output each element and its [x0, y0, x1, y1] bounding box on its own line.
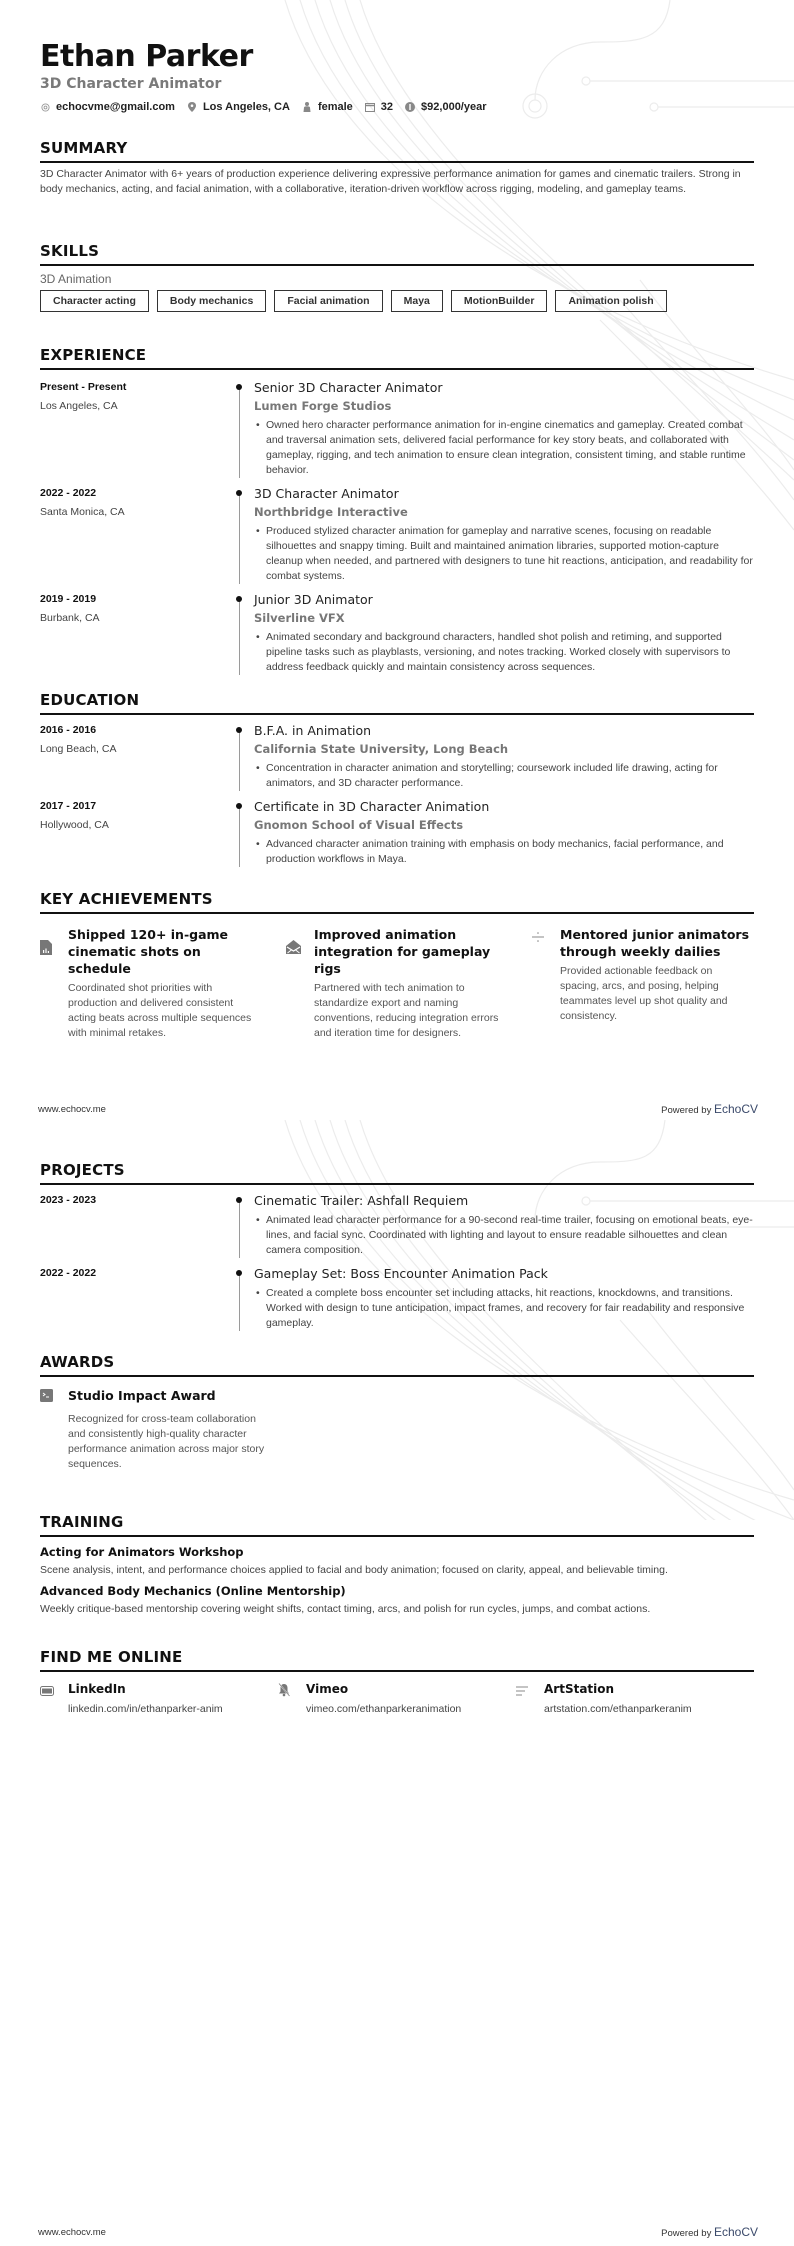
timeline-line [239, 492, 240, 584]
award-description: Recognized for cross-team collaboration and consistently high-quality character performance animation across major story sequences. [68, 1413, 265, 1470]
envelope-open-icon [286, 940, 300, 1041]
training-title: Acting for Animators Workshop [40, 1545, 244, 1559]
timeline-dot [236, 384, 242, 390]
achievement-item [532, 926, 754, 1041]
achievement-item [286, 926, 508, 1041]
entry-degree: Certificate in 3D Character Animation [254, 799, 490, 814]
skill-chips [40, 290, 754, 312]
entry-bullet: • Owned hero character performance animation for in-engine cinematics and gameplay. Created combat and traversal animation sets, delivered facial performance for key story beats, and collaborated with gameplay, rigging, and tech animation to ensure clean integration, consistent timing, and stable runtime behavior. [254, 418, 754, 478]
section-heading: KEY ACHIEVEMENTS [40, 890, 213, 908]
timeline-line [239, 1272, 240, 1331]
achievement-title: Shipped 120+ in-game cinematic shots on schedule [68, 927, 229, 976]
timeline-line [239, 386, 240, 478]
section-divider [40, 912, 754, 914]
bell-slash-icon [278, 1683, 292, 1715]
achievements-section [40, 889, 754, 1041]
entry-dates: 2017 - 2017 [40, 800, 97, 812]
timeline-dot [236, 596, 242, 602]
profile-url[interactable]: linkedin.com/in/ethanparker-anim [68, 1703, 223, 1715]
experience-entry [40, 592, 754, 675]
entry-dates: 2019 - 2019 [40, 593, 97, 605]
online-section [40, 1647, 754, 1715]
profile-url[interactable]: artstation.com/ethanparkeranim [544, 1703, 692, 1715]
entry-dates: 2016 - 2016 [40, 724, 97, 736]
footer-site-link[interactable]: www.echocv.me [38, 2226, 106, 2238]
project-title: Gameplay Set: Boss Encounter Animation Pack [254, 1266, 548, 1281]
education-entry [40, 723, 754, 791]
page-footer [38, 1102, 758, 1116]
timeline-line [239, 729, 240, 791]
skill-chip: Facial animation [274, 290, 382, 312]
entry-location: Long Beach, CA [40, 743, 117, 755]
timeline-line [239, 1199, 240, 1258]
entry-school: California State University, Long Beach [254, 742, 509, 756]
skill-chip: MotionBuilder [451, 290, 548, 312]
summary-text: 3D Character Animator with 6+ years of production experience delivering expressive performance animation for games and cinematic trailers. Strong in body mechanics, acting, and facial animation, with a collaborative, iteration-driven workflow across rigging, modeling, and gameplay teams. [40, 168, 741, 195]
section-heading: SKILLS [40, 242, 100, 260]
contact-age: 32 [365, 101, 393, 113]
entry-bullet: • Created a complete boss encounter set including attacks, hit reactions, knockdowns, and transitions. Worked with design to tune anticipation, impact frames, and recovery for fair readability and responsive gameplay. [254, 1286, 754, 1331]
achievement-description: Coordinated shot priorities with production and delivered consistent acting beats across multiple sequences with minimal retakes. [68, 982, 252, 1039]
entry-dates: 2022 - 2022 [40, 487, 97, 499]
divide-icon [532, 930, 546, 1041]
projects-section [40, 1160, 754, 1331]
section-divider [40, 264, 754, 266]
timeline-dot [236, 1197, 242, 1203]
profile-url[interactable]: vimeo.com/ethanparkeranimation [306, 1703, 462, 1715]
contact-email[interactable]: echocvme@gmail.com [40, 101, 175, 113]
achievement-description: Provided actionable feedback on spacing, arcs, and posing, helping teammates level up shot quality and consistency. [560, 965, 728, 1022]
entry-dates: Present - Present [40, 381, 127, 393]
section-divider [40, 1670, 754, 1672]
resume-header [40, 40, 754, 113]
experience-entry [40, 486, 754, 584]
award-title: Studio Impact Award [68, 1388, 216, 1403]
entry-role: Senior 3D Character Animator [254, 380, 443, 395]
echocv-brand[interactable]: EchoCV [713, 1102, 758, 1116]
contact-location: Los Angeles, CA [187, 101, 290, 113]
entry-bullet: • Concentration in character animation and storytelling; coursework included life drawing, acting for animators, and 3D character performance. [254, 761, 754, 791]
section-divider [40, 713, 754, 715]
experience-entry [40, 380, 754, 478]
entry-location: Burbank, CA [40, 612, 100, 624]
timeline-dot [236, 1270, 242, 1276]
profile-name: LinkedIn [68, 1682, 126, 1696]
awards-section [40, 1352, 754, 1472]
footer-site-link[interactable]: www.echocv.me [38, 1103, 106, 1115]
timeline-line [239, 805, 240, 867]
online-profile-vimeo[interactable] [278, 1682, 516, 1715]
entry-bullet: • Animated secondary and background characters, handled shot polish and retiming, and supported pipeline tasks such as playblasts, versioning, and notes tracking. Worked closely with supervisors to address feedback quickly and maintain consistency across sequences. [254, 630, 754, 675]
terminal-icon [40, 1389, 54, 1472]
training-title: Advanced Body Mechanics (Online Mentorship) [40, 1584, 346, 1598]
timeline-dot [236, 803, 242, 809]
lines-icon [516, 1683, 530, 1715]
footer-powered-by: Powered by EchoCV [661, 1102, 758, 1116]
entry-dates: 2023 - 2023 [40, 1194, 97, 1206]
location-pin-icon [187, 102, 197, 112]
timeline-dot [236, 490, 242, 496]
training-section [40, 1512, 754, 1617]
card-icon [40, 1683, 54, 1715]
experience-section [40, 345, 754, 675]
training-item [40, 1584, 754, 1617]
calendar-icon [365, 102, 375, 112]
section-heading: EXPERIENCE [40, 346, 147, 364]
contact-row [40, 101, 754, 113]
section-divider [40, 1535, 754, 1537]
at-icon [40, 102, 50, 112]
entry-role: Junior 3D Animator [254, 592, 373, 607]
section-heading: AWARDS [40, 1353, 115, 1371]
online-profile-linkedin[interactable] [40, 1682, 278, 1715]
skill-chip: Animation polish [555, 290, 666, 312]
entry-organization: Northbridge Interactive [254, 505, 408, 519]
achievement-title: Improved animation integration for gameplay rigs [314, 927, 491, 976]
profile-name: ArtStation [544, 1682, 615, 1696]
achievement-item [40, 926, 262, 1041]
skill-chip: Maya [391, 290, 443, 312]
entry-organization: Lumen Forge Studios [254, 399, 392, 413]
project-entry [40, 1266, 754, 1331]
skill-chip: Character acting [40, 290, 149, 312]
entry-bullet: • Animated lead character performance for a 90-second real-time trailer, focusing on emotional beats, eye-lines, and facial sync. Coordinated with lighting and layout to ensure readable silhouettes and clean camera composition. [254, 1213, 754, 1258]
document-chart-icon [40, 940, 54, 1041]
project-title: Cinematic Trailer: Ashfall Requiem [254, 1193, 469, 1208]
timeline-line [239, 598, 240, 675]
education-section [40, 690, 754, 867]
entry-role: 3D Character Animator [254, 486, 399, 501]
page-footer [38, 2225, 758, 2239]
contact-gender: female [302, 101, 353, 113]
section-heading: EDUCATION [40, 691, 140, 709]
section-divider [40, 1183, 754, 1185]
candidate-title: 3D Character Animator [40, 76, 222, 92]
section-heading: SUMMARY [40, 139, 128, 157]
project-entry [40, 1193, 754, 1258]
footer-powered-by: Powered by EchoCV [661, 2225, 758, 2239]
entry-location: Santa Monica, CA [40, 506, 125, 518]
education-entry [40, 799, 754, 867]
entry-degree: B.F.A. in Animation [254, 723, 372, 738]
skill-category: 3D Animation [40, 272, 112, 286]
person-icon [302, 102, 312, 112]
entry-location: Los Angeles, CA [40, 400, 118, 412]
entry-location: Hollywood, CA [40, 819, 109, 831]
entry-bullet: • Advanced character animation training with emphasis on body mechanics, facial performance, and production workflows in Maya. [254, 837, 754, 867]
section-divider [40, 1375, 754, 1377]
money-icon [405, 102, 415, 112]
echocv-brand[interactable]: EchoCV [713, 2225, 758, 2239]
section-divider [40, 161, 754, 163]
skills-section [40, 241, 754, 312]
skill-chip: Body mechanics [157, 290, 266, 312]
training-description: Weekly critique-based mentorship covering weight shifts, contact timing, arcs, and polish for run cycles, jumps, and combat actions. [40, 1603, 651, 1615]
entry-bullet: • Produced stylized character animation for gameplay and narrative scenes, focusing on readable silhouettes and snappy timing. Built and maintained animation libraries, supported motion-capture cleanup when needed, and partnered with designers to tune hit reactions, anticipation, and readability for combat systems. [254, 524, 754, 584]
entry-dates: 2022 - 2022 [40, 1267, 97, 1279]
entry-organization: Silverline VFX [254, 611, 345, 625]
contact-salary: $92,000/year [405, 101, 486, 113]
profile-name: Vimeo [306, 1682, 349, 1696]
training-item [40, 1545, 754, 1578]
section-heading: TRAINING [40, 1513, 124, 1531]
training-description: Scene analysis, intent, and performance choices applied to facial and body animation; focused on clarity, appeal, and believable timing. [40, 1564, 668, 1576]
section-divider [40, 368, 754, 370]
summary-section [40, 138, 754, 197]
online-profile-artstation[interactable] [516, 1682, 754, 1715]
entry-school: Gnomon School of Visual Effects [254, 818, 464, 832]
section-heading: PROJECTS [40, 1161, 125, 1179]
achievement-title: Mentored junior animators through weekly dailies [560, 927, 750, 959]
candidate-name: Ethan Parker [40, 39, 253, 74]
award-item [40, 1387, 270, 1472]
achievement-description: Partnered with tech animation to standardize export and naming conventions, reducing integration errors and iteration time for designers. [314, 982, 499, 1039]
timeline-dot [236, 727, 242, 733]
section-heading: FIND ME ONLINE [40, 1648, 183, 1666]
